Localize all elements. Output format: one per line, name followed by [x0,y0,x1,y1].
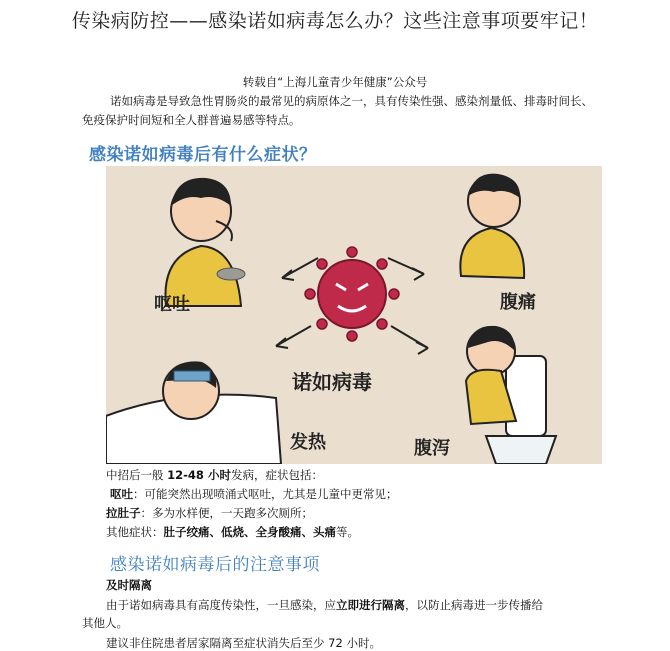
fever-child-figure [106,361,281,464]
symptom-diarrhea-line: 拉肚子：多为水样便，一天跑多次厕所； [106,506,313,520]
label-fever: 发热 [290,432,326,453]
label-vomit: 呕吐 [154,294,190,315]
isolation-text-line2: 其他人。 [82,616,128,630]
section-heading-precautions: 感染诺如病毒后的注意事项 [110,555,320,575]
symptom-other-line: 其他症状：肚子绞痛、低烧、全身酸痛、头痛等。 [106,525,359,539]
center-label-norovirus: 诺如病毒 [292,370,372,394]
symptom-vomit-line: 呕吐：可能突然出现喷涌式呕吐，尤其是儿童中更常见； [110,487,398,501]
isolation-text-line3: 建议非住院患者居家隔离至症状消失后至少 72 小时。 [106,636,381,650]
diarrhea-child-figure [466,326,556,464]
vomiting-child-figure [165,178,245,306]
norovirus-icon [305,247,399,341]
symptoms-illustration [106,166,602,464]
label-diarrhea: 腹泻 [414,438,450,459]
onset-line: 中招后一般 12-48 小时发病，症状包括： [106,468,323,482]
article-title: 传染病防控——感染诺如病毒怎么办？这些注意事项要牢记！ [71,10,599,32]
source-line: 转载自“上海儿童青少年健康”公众号 [242,75,428,89]
isolation-title: 及时隔离 [106,578,152,592]
stomachache-child-figure [460,174,524,278]
isolation-text-line1: 由于诺如病毒具有高度传染性，一旦感染，应立即进行隔离，以防止病毒进一步传播给 [106,598,543,612]
label-stomachache: 腹痛 [500,292,536,313]
section-heading-symptoms: 感染诺如病毒后有什么症状？ [89,145,317,165]
intro-paragraph: 诺如病毒是导致急性胃肠炎的最常见的病原体之一，具有传染性强、感染剂量低、排毒时间长、免疫保护时间短和全人群普遍易感等特点。 [82,94,593,127]
